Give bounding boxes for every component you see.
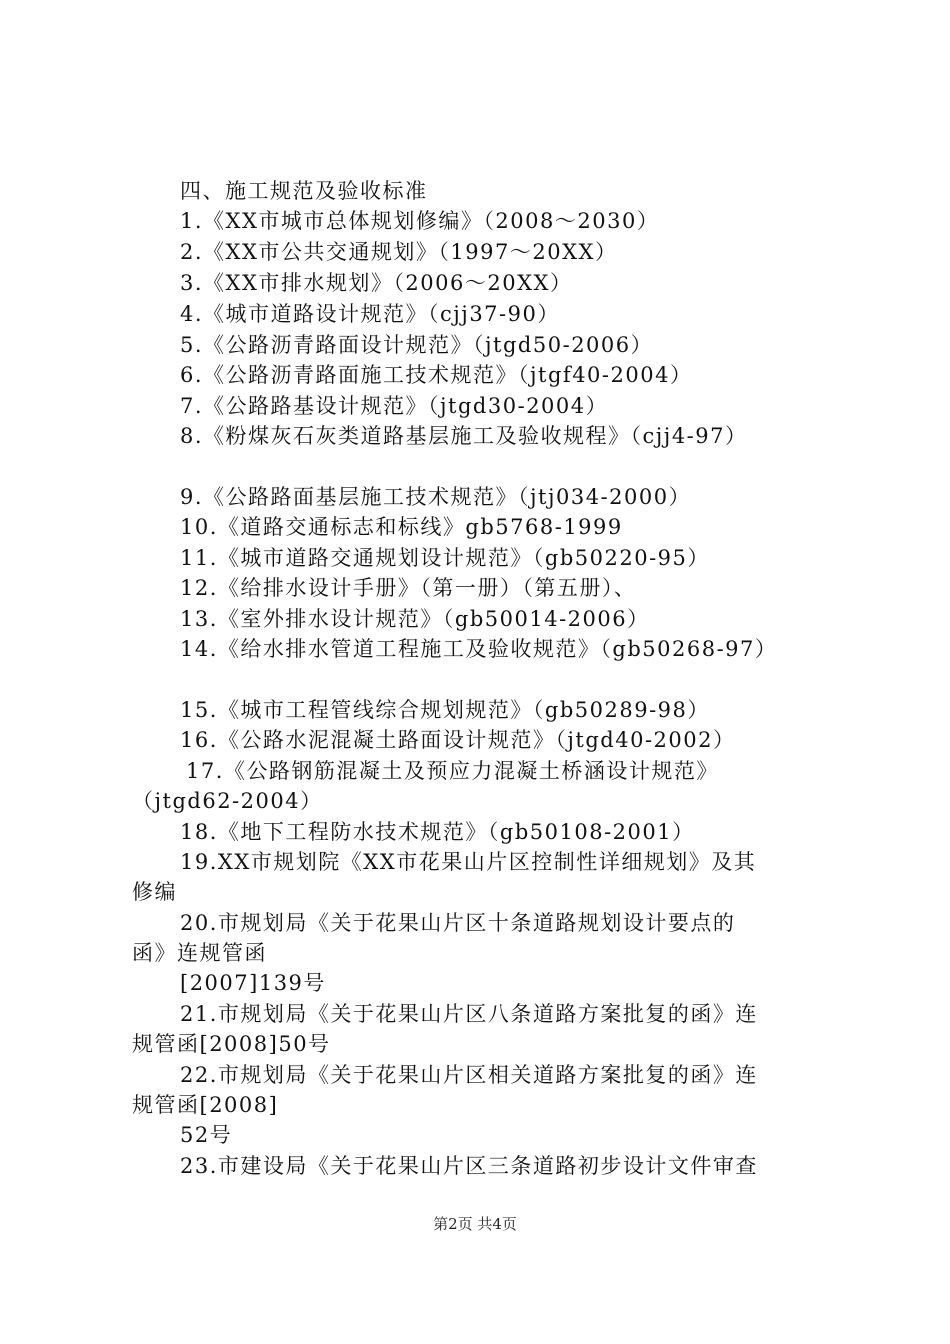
list-item: 17.《公路钢筋混凝土及预应力混凝土桥涵设计规范》 (186, 759, 719, 783)
list-item: 20.市规划局《关于花果山片区十条道路规划设计要点的 (180, 911, 736, 935)
list-item-continuation: [2007]139号 (180, 971, 326, 995)
list-item: 1.《XX市城市总体规划修编》（2008～2030） (180, 209, 660, 233)
list-item-continuation: 规管函[2008]50号 (132, 1032, 331, 1056)
list-item: 14.《给水排水管道工程施工及验收规范》（gb50268-97） (180, 637, 778, 661)
list-item: 9.《公路路面基层施工技术规范》（jtj034-2000） (180, 485, 692, 509)
list-item: 13.《室外排水设计规范》（gb50014-2006） (180, 607, 650, 631)
list-item: 5.《公路沥青路面设计规范》（jtgd50-2006） (180, 333, 654, 357)
list-item: 21.市规划局《关于花果山片区八条道路方案批复的函》连 (180, 1002, 758, 1026)
list-item: 10.《道路交通标志和标线》gb5768-1999 (180, 515, 623, 539)
list-item-continuation: 函》连规管函 (132, 941, 267, 965)
list-item-continuation: 52号 (180, 1123, 233, 1147)
list-item-continuation: 修编 (132, 880, 177, 904)
list-item: 19.XX市规划院《XX市花果山片区控制性详细规划》及其 (180, 850, 757, 874)
section-heading: 四、施工规范及验收标准 (180, 179, 428, 203)
list-item: 2.《XX市公共交通规划》（1997～20XX） (180, 240, 618, 264)
list-item: 16.《公路水泥混凝土路面设计规范》（jtgd40-2002） (180, 728, 736, 752)
list-item: 22.市规划局《关于花果山片区相关道路方案批复的函》连 (180, 1063, 758, 1087)
list-item: 3.《XX市排水规划》（2006～20XX） (180, 271, 573, 295)
list-item-continuation: （jtgd62-2004） (132, 789, 323, 813)
list-item: 4.《城市道路设计规范》（cjj37-90） (180, 302, 560, 326)
page-footer: 第2页 共4页 (433, 1215, 517, 1233)
list-item: 8.《粉煤灰石灰类道路基层施工及验收规程》（cjj4-97） (180, 424, 748, 448)
list-item: 15.《城市工程管线综合规划规范》（gb50289-98） (180, 698, 710, 722)
list-item: 11.《城市道路交通规划设计规范》（gb50220-95） (180, 546, 710, 570)
list-item: 18.《地下工程防水技术规范》（gb50108-2001） (180, 820, 695, 844)
list-item: 6.《公路沥青路面施工技术规范》（jtgf40-2004） (180, 363, 693, 387)
list-item-continuation: 规管函[2008] (132, 1093, 279, 1117)
list-item: 12.《给排水设计手册》（第一册）（第五册）、 (180, 576, 637, 600)
list-item: 23.市建设局《关于花果山片区三条道路初步设计文件审查 (180, 1154, 758, 1178)
list-item: 7.《公路路基设计规范》（jtgd30-2004） (180, 394, 609, 418)
